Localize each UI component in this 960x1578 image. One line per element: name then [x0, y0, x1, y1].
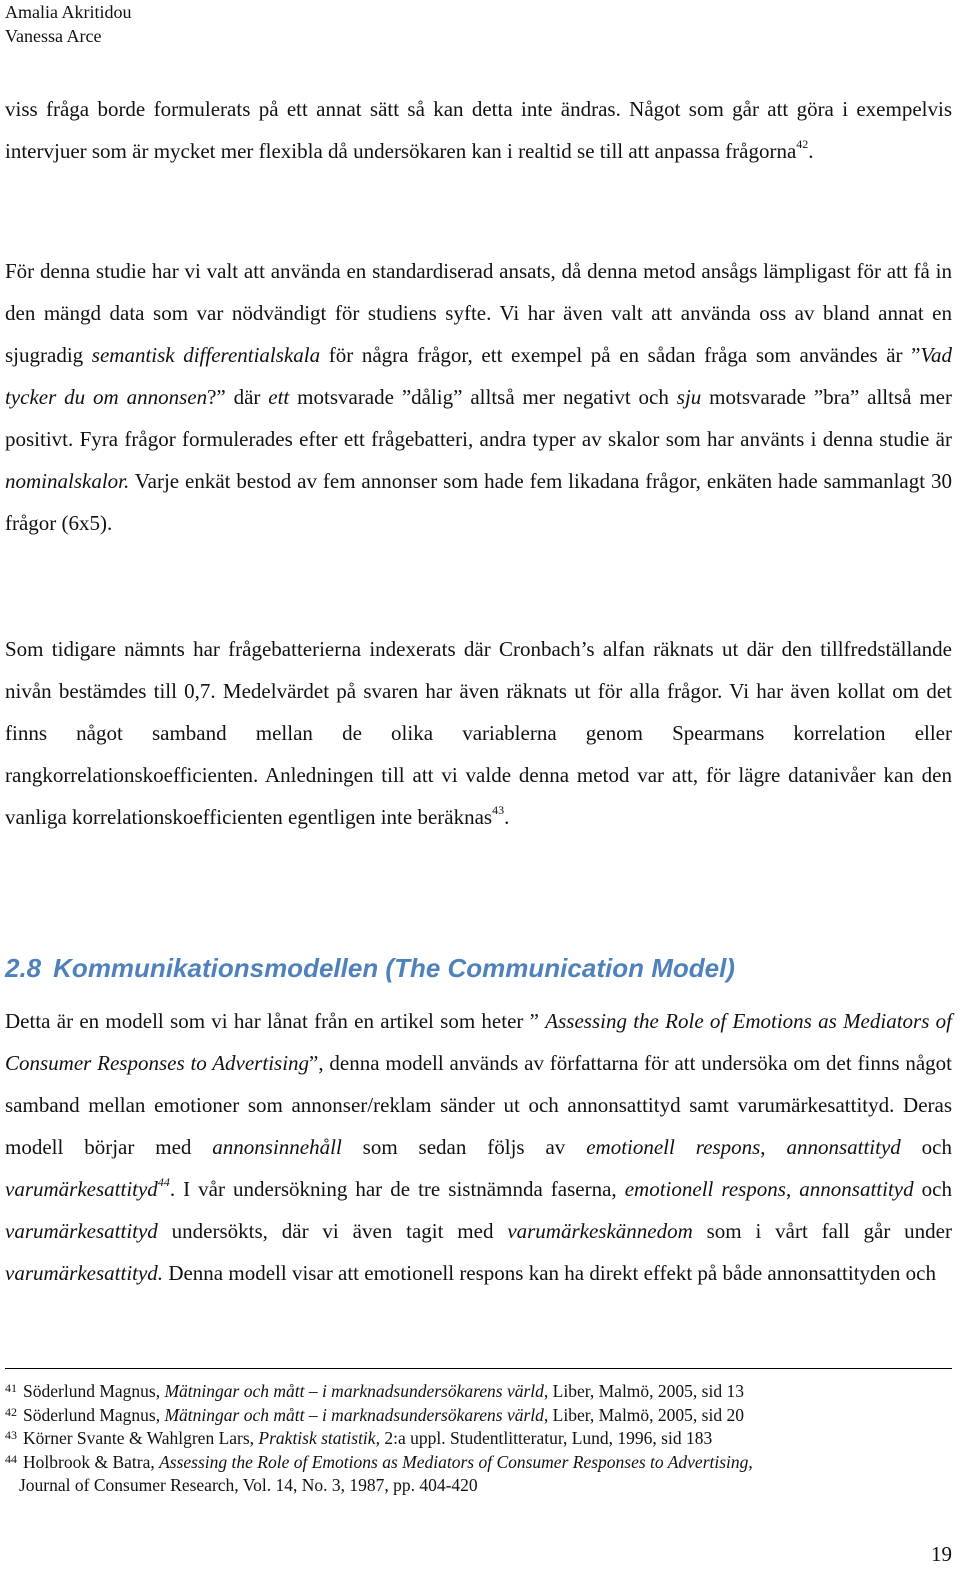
italic-term: ett [268, 385, 290, 409]
text-run: . I vår undersökning har de tre sistnämnda faserna, [169, 1177, 625, 1201]
paragraph [5, 88, 952, 172]
author-name: Amalia Akritidou [5, 2, 132, 22]
paragraph [5, 250, 952, 544]
punctuation: . [504, 805, 510, 829]
footnotes [5, 1380, 952, 1498]
text-run: motsvarade ”bra” alltså mer positivt. Fyra frågor formulerades efter ett frågebatteri, andra typer av skalor som har använts i denna studie är [5, 385, 952, 451]
text-run: För denna studie har vi valt att använda en standardiserad ansats, då denna metod ansågs lämpligast för att få in den mängd data som var nödvändigt för studiens syfte. Vi har även valt att använda oss av bland annat en sjugradig [5, 259, 952, 367]
text-run: och [913, 1177, 952, 1201]
text-run: ?” där [207, 385, 269, 409]
footnote-title: Mätningar och mått – i marknadsundersökarens värld [164, 1404, 544, 1425]
footnote-text: Söderlund Magnus, [23, 1404, 165, 1425]
footnote-ref[interactable]: 42 [796, 137, 809, 151]
footnote-number: 43 [5, 1428, 17, 1442]
footnote-text: Körner Svante & Wahlgren Lars, [23, 1428, 259, 1448]
footnote [5, 1380, 952, 1404]
footnote-divider [5, 1368, 952, 1369]
section-title: Kommunikationsmodellen (The Communication Model) [53, 953, 735, 983]
page-number: 19 [931, 1542, 952, 1566]
italic-term: Vad tycker du om annonsen [5, 343, 952, 409]
text-run: motsvarade ”dålig” alltså mer negativt och [289, 385, 677, 409]
italic-term: annonsattityd [799, 1177, 914, 1201]
paragraph-text: viss fråga borde formulerats på ett annat sätt så kan detta inte ändras. Något som går att göra i exempelvis intervjuer som är mycket mer flexibla då undersökaren kan i realtid se till att anpassa frågorna [5, 97, 952, 163]
footnote [5, 1451, 952, 1498]
text-run: ”, denna modell används av författarna för att undersöka om det finns något samband mellan emotioner som annonser/reklam sänder ut och annonsattityd samt varumärkesattityd. Deras modell börjar med [5, 1051, 952, 1159]
italic-term: emotionell respons [624, 1177, 786, 1201]
footnote-text: , Liber, Malmö, 2005, sid 13 [543, 1381, 744, 1401]
text-run: undersökts, där vi även tagit med [157, 1219, 508, 1243]
footnote-title: Praktisk statistik, [258, 1428, 380, 1448]
page-header [5, 0, 131, 48]
section-heading [5, 950, 735, 986]
paragraph [5, 628, 952, 838]
italic-term: varumärkesattityd [5, 1219, 158, 1243]
footnote-number: 41 [5, 1381, 17, 1395]
section-number: 2.8 [5, 953, 42, 983]
footnote-text: , Liber, Malmö, 2005, sid 20 [543, 1404, 744, 1425]
footnote-number: 44 [5, 1451, 17, 1466]
footnote-text: , [748, 1451, 753, 1472]
text-run: Varje enkät bestod av fem annonser som hade fem likadana frågor, enkäten hade sammanlagt 30 frågor (6x5). [5, 469, 952, 535]
text-run: och [900, 1135, 952, 1159]
italic-title: Assessing the Role of Emotions as Mediators of Consumer Responses to Advertising [5, 1009, 952, 1075]
text-run: Detta är en modell som vi har lånat från en artikel som heter ” [5, 1009, 546, 1033]
italic-term: varumärkeskännedom [507, 1219, 693, 1243]
author-name: Vanessa Arce [5, 26, 102, 46]
footnote-number: 42 [5, 1404, 17, 1419]
paragraph-text: Som tidigare nämnts har frågebatterierna indexerats där Cronbach’s alfan räknats ut där den tillfredställande nivån bestämdes till 0,7. Medelvärdet på svaren har även räknats ut för alla frågor. Vi har även kollat om det finns något samband mellan de olika variablerna genom Spearmans korrelation eller rangkorrelationskoefficienten. Anledningen till att vi valde denna metod var att, för lägre datanivåer kan den vanliga korrelationskoefficienten egentligen inte beräknas [5, 637, 952, 829]
footnote-text: Söderlund Magnus, [23, 1381, 165, 1401]
italic-term: sju [676, 385, 702, 409]
italic-term: emotionell respons [586, 1135, 761, 1159]
footnote-text: 2:a uppl. Studentlitteratur, Lund, 1996, sid 183 [379, 1428, 713, 1448]
text-run: som i vårt fall går under [692, 1219, 952, 1243]
italic-term: annonsinnehåll [212, 1135, 342, 1159]
footnote-title: Assessing the Role of Emotions as Mediators of Consumer Responses to Advertising [159, 1451, 749, 1472]
italic-term: varumärkesattityd. [5, 1261, 164, 1285]
footnote-title: Mätningar och mått – i marknadsundersökarens värld [164, 1381, 544, 1401]
footnote-ref[interactable]: 43 [492, 803, 505, 817]
punctuation: . [808, 139, 814, 163]
footnote [5, 1427, 952, 1451]
footnote-text: Holbrook & Batra, [23, 1451, 160, 1472]
italic-term: semantisk differentialskala [91, 343, 321, 367]
text-run: , [785, 1177, 800, 1201]
footnote [5, 1404, 952, 1428]
text-run: Denna modell visar att emotionell respons kan ha direkt effekt på både annonsattityden och [163, 1261, 936, 1285]
text-run: , [760, 1135, 787, 1159]
paragraph [5, 1000, 952, 1294]
italic-term: annonsattityd [786, 1135, 901, 1159]
text-run: som sedan följs av [341, 1135, 587, 1159]
italic-term: nominalskalor. [5, 469, 130, 493]
footnote-text: Journal of Consumer Research, Vol. 14, No. 3, 1987, pp. 404-420 [19, 1475, 478, 1495]
italic-term: varumärkesattityd [5, 1177, 158, 1201]
footnote-ref[interactable]: 44 [157, 1175, 170, 1189]
text-run: för några frågor, ett exempel på en sådan fråga som användes är ” [320, 343, 921, 367]
